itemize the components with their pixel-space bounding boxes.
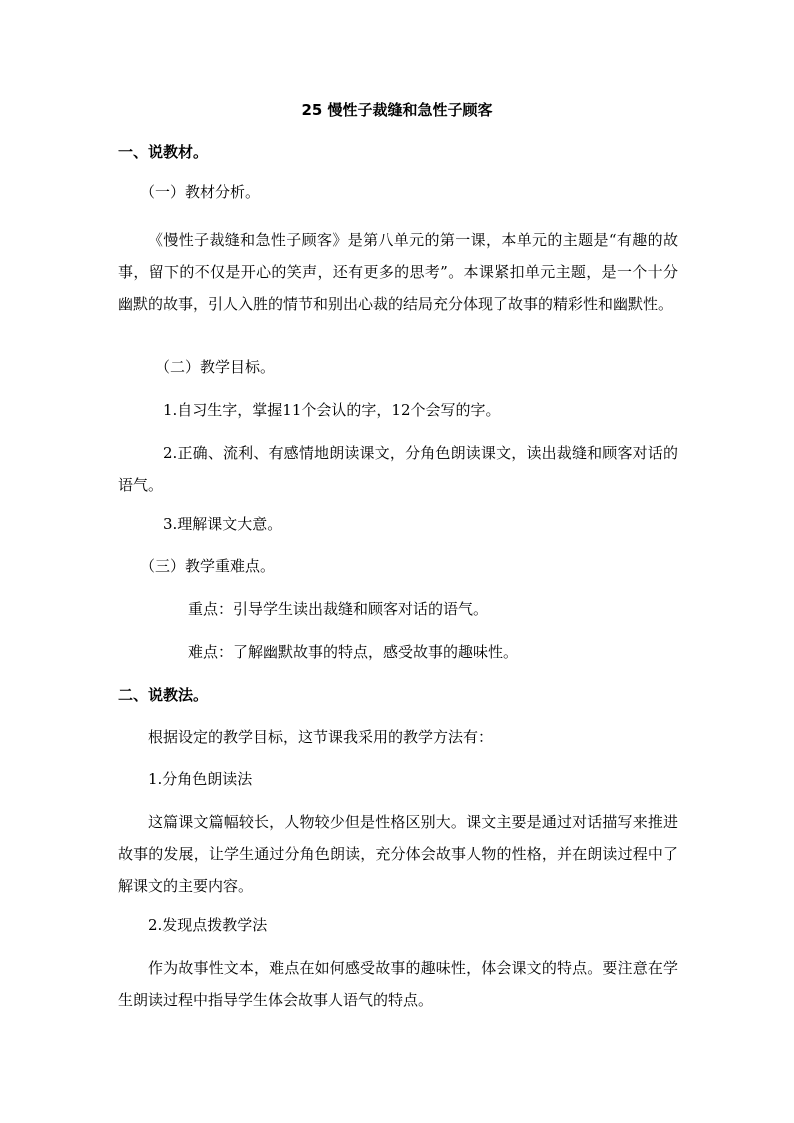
method-1-heading: 1.分角色朗读法: [148, 770, 253, 788]
method-2-paragraph: 作为故事性文本，难点在如何感受故事的趣味性，体会课文的特点。要注意在学生朗读过程中指导学生体会故事人语气的特点。: [118, 959, 678, 1009]
document-title: 25 慢性子裁缝和急性子顾客: [301, 101, 493, 119]
method-2-heading: 2.发现点拨教学法: [148, 916, 268, 934]
method-1-paragraph: 这篇课文篇幅较长，人物较少但是性格区别大。课文主要是通过对话描写来推进故事的发展，让学生通过分角色朗读，充分体会故事人物的性格，并在朗读过程中了解课文的主要内容。: [118, 813, 678, 895]
textbook-analysis-heading: （一）教材分析。: [140, 183, 261, 201]
teaching-goal-2: 2.正确、流利、有感情地朗读课文，分角色朗读课文，读出裁缝和顾客对话的语气。: [118, 444, 678, 494]
teaching-goal-3: 3.理解课文大意。: [163, 515, 283, 533]
teaching-goal-1: 1.自习生字，掌握11个会认的字，12个会写的字。: [163, 401, 501, 419]
textbook-analysis-paragraph: 《慢性子裁缝和急性子顾客》是第八单元的第一课，本单元的主题是“有趣的故事，留下的不仅是开心的笑声，还有更多的思考”。本课紧扣单元主题，是一个十分幽默的故事，引人入胜的情节和别出心裁的结局充分体现了故事的精彩性和幽默性。: [118, 231, 678, 313]
key-difficult-heading: （三）教学重难点。: [140, 557, 276, 575]
difficult-point: 难点：了解幽默故事的特点，感受故事的趣味性。: [188, 643, 519, 661]
teaching-goals-heading: （二）教学目标。: [155, 358, 276, 376]
key-point: 重点：引导学生读出裁缝和顾客对话的语气。: [188, 600, 489, 618]
section1-heading: 一、说教材。: [118, 143, 209, 161]
teaching-methods-intro: 根据设定的教学目标，这节课我采用的教学方法有：: [148, 728, 494, 746]
section2-heading: 二、说教法。: [118, 686, 209, 704]
